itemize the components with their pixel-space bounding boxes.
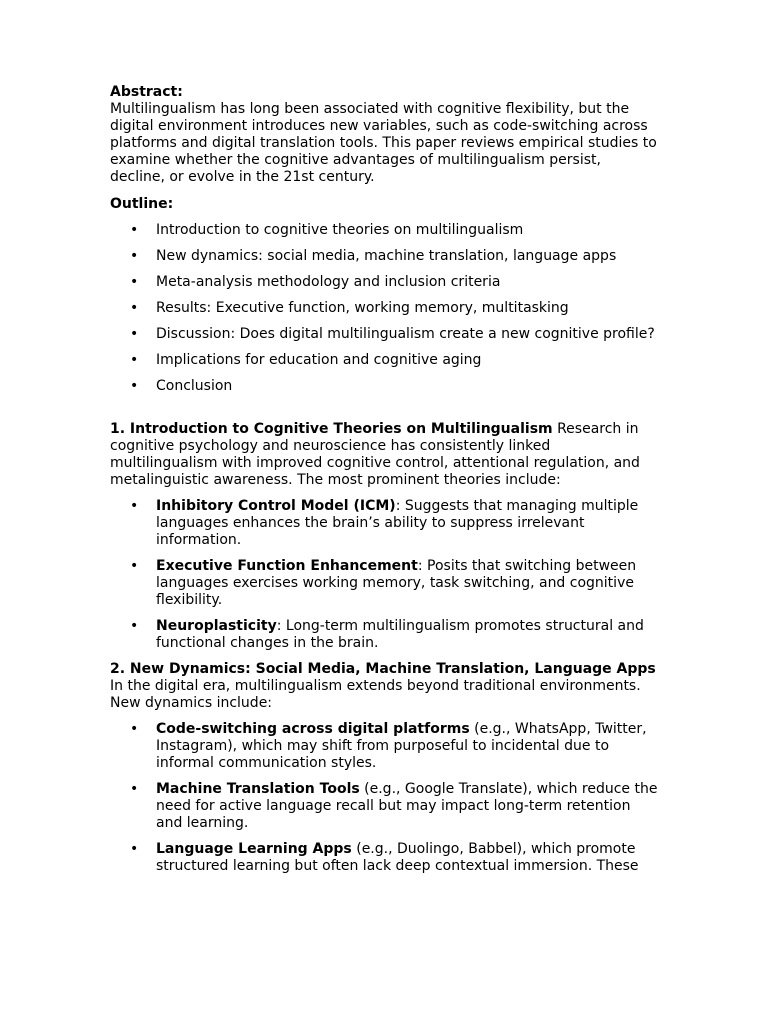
list-item: • Implications for education and cognitive aging bbox=[110, 352, 660, 369]
list-item: • Code-switching across digital platforms (e.g., WhatsApp, Twitter, Instagram), which may shift from purposeful to incidental due to informal communication styles. bbox=[110, 721, 660, 772]
list-item: • Discussion: Does digital multilingualism create a new cognitive profile? bbox=[110, 326, 660, 343]
list-item: • Inhibitory Control Model (ICM): Suggests that managing multiple languages enhances the brain’s ability to suppress irrelevant information. bbox=[110, 498, 660, 549]
dynamics-list bbox=[110, 721, 660, 875]
section-2-heading: 2. New Dynamics: Social Media, Machine Translation, Language Apps bbox=[110, 661, 656, 677]
list-item: • New dynamics: social media, machine translation, language apps bbox=[110, 248, 660, 265]
list-item: • Introduction to cognitive theories on multilingualism bbox=[110, 222, 660, 239]
list-item: • Neuroplasticity: Long-term multilingualism promotes structural and functional changes in the brain. bbox=[110, 618, 660, 652]
list-item: • Machine Translation Tools (e.g., Google Translate), which reduce the need for active language recall but may impact long-term retention and learning. bbox=[110, 781, 660, 832]
section-1-heading: 1. Introduction to Cognitive Theories on Multilingualism bbox=[110, 421, 553, 437]
list-item: • Language Learning Apps (e.g., Duolingo, Babbel), which promote structured learning but often lack deep contextual immersion. These bbox=[110, 841, 660, 875]
theory-list bbox=[110, 498, 660, 652]
outline-heading: Outline: bbox=[110, 196, 174, 212]
abstract-body: Multilingualism has long been associated with cognitive flexibility, but the digital environment introduces new variables, such as code-switching across platforms and digital translation tools. This paper reviews empirical studies to examine whether the cognitive advantages of multilingualism persist, decline, or evolve in the 21st century. bbox=[110, 101, 657, 185]
list-item: • Meta-analysis methodology and inclusion criteria bbox=[110, 274, 660, 291]
document-content bbox=[110, 84, 660, 884]
section-2-paragraph bbox=[110, 661, 660, 712]
list-item: • Conclusion bbox=[110, 378, 660, 395]
abstract-heading: Abstract: bbox=[110, 84, 183, 100]
list-item: • Results: Executive function, working memory, multitasking bbox=[110, 300, 660, 317]
section-1-intro: Research in cognitive psychology and neuroscience has consistently linked multilingualism with improved cognitive control, attentional regulation, and metalinguistic awareness. The most prominent theories include: bbox=[110, 421, 640, 488]
list-item: • Executive Function Enhancement: Posits that switching between languages exercises working memory, task switching, and cognitive flexibility. bbox=[110, 558, 660, 609]
section-1-paragraph bbox=[110, 421, 660, 489]
outline-list bbox=[110, 222, 660, 395]
section-2-intro: In the digital era, multilingualism extends beyond traditional environments. New dynamics include: bbox=[110, 678, 641, 711]
